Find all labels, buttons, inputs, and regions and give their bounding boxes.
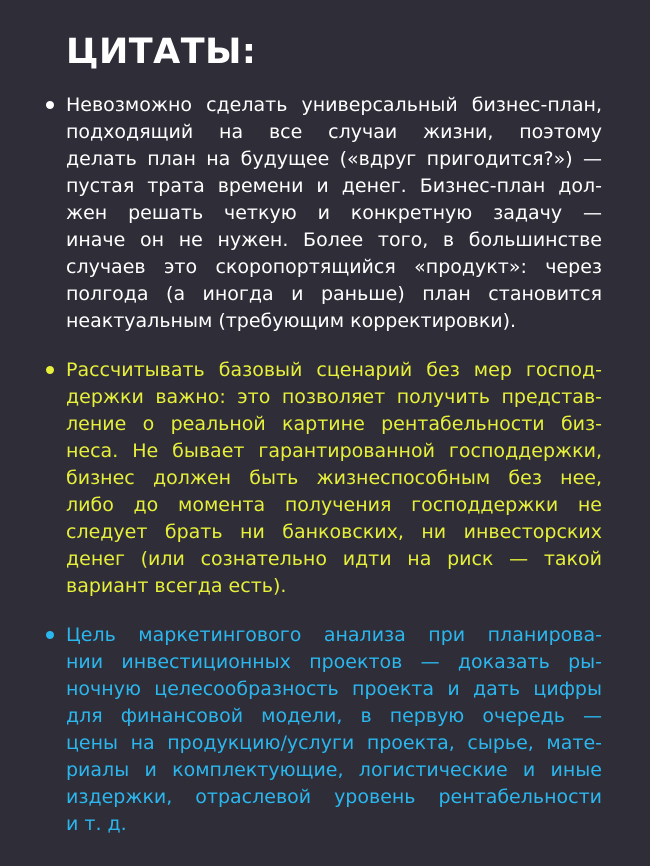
- quotes-list: [46, 92, 602, 838]
- bullet-icon: [46, 631, 54, 639]
- quote-line: вариант всегда есть).: [66, 575, 287, 597]
- quote-line: жен решать четкую и конкретную задачу —: [66, 202, 602, 224]
- page-title: ЦИТАТЫ:: [66, 32, 257, 72]
- quote-item: [46, 92, 602, 335]
- quote-line: для финансовой модели, в первую очередь —: [66, 705, 602, 727]
- quote-line: иначе он не нужен. Более того, в большинстве: [66, 229, 602, 251]
- quote-line: подходящий на все случаи жизни, поэтому: [66, 121, 602, 143]
- quote-line: Невозможно сделать универсальный бизнес-план,: [66, 94, 602, 116]
- quote-line: следует брать ни банковских, ни инвесторских: [66, 521, 602, 543]
- quote-item: [46, 622, 602, 838]
- quote-line: Цель маркетингового анализа при планирова-: [66, 624, 602, 646]
- quote-line: неса. Не бывает гарантированной господдержки,: [66, 440, 602, 462]
- quote-line: Рассчитывать базовый сценарий без мер господ-: [66, 359, 602, 381]
- quote-line: и т. д.: [66, 813, 127, 835]
- quote-line: ночную целесообразность проекта и дать цифры: [66, 678, 602, 700]
- quote-line: делать план на будущее («вдруг пригодится?») —: [66, 148, 602, 170]
- quote-line: ление о реальной картине рентабельности биз-: [66, 413, 602, 435]
- bullet-icon: [46, 101, 54, 109]
- quote-line: денег (или сознательно идти на риск — такой: [66, 548, 602, 570]
- quote-line: бизнес должен быть жизнеспособным без нее,: [66, 467, 602, 489]
- quote-line: случаев это скоропортящийся «продукт»: через: [66, 256, 602, 278]
- quote-line: полгода (а иногда и раньше) план становится: [66, 283, 602, 305]
- bullet-icon: [46, 366, 54, 374]
- quote-line: нии инвестиционных проектов — доказать ры-: [66, 651, 602, 673]
- quote-line: цены на продукцию/услуги проекта, сырье, мате-: [66, 732, 602, 754]
- quote-line: риалы и комплектующие, логистические и иные: [66, 759, 602, 781]
- quote-item: [46, 357, 602, 600]
- quote-line: держки важно: это позволяет получить представ-: [66, 386, 602, 408]
- quote-line: издержки, отраслевой уровень рентабельности: [66, 786, 602, 808]
- quote-line: либо до момента получения господдержки не: [66, 494, 602, 516]
- quote-line: неактуальным (требующим корректировки).: [66, 310, 517, 332]
- quote-line: пустая трата времени и денег. Бизнес-план дол-: [66, 175, 602, 197]
